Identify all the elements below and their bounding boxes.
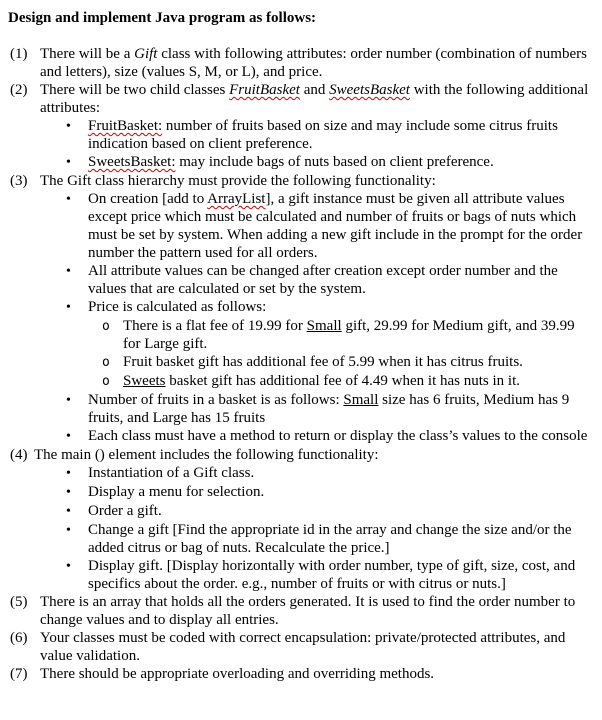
bullet-marker: • bbox=[66, 485, 71, 500]
bullet-item-order-gift bbox=[8, 502, 590, 521]
bullet-marker: • bbox=[66, 429, 71, 444]
bullet-marker: • bbox=[66, 393, 71, 408]
text-run: All attribute values can be changed after creation except order number and the values that are calculated or set by the system. bbox=[88, 263, 558, 297]
list-item-7 bbox=[8, 665, 590, 683]
text-run: The main () element includes the following functionality: bbox=[34, 447, 379, 463]
bullet-item-number-of-fruits bbox=[8, 391, 590, 427]
text-run-misspelled: ArrayList bbox=[207, 191, 266, 207]
item-text bbox=[88, 117, 590, 153]
bullet-item-sweetsbasket bbox=[8, 153, 590, 172]
circle-marker: o bbox=[102, 319, 110, 334]
bullet-item-on-creation bbox=[8, 190, 590, 262]
item-text bbox=[40, 665, 590, 683]
document-title: Design and implement Java program as follows: bbox=[8, 10, 317, 26]
text-run: Display a menu for selection. bbox=[88, 484, 265, 500]
text-run: Your classes must be coded with correct encapsulation: private/protected attributes, and value validation. bbox=[40, 630, 566, 664]
bullet-item-display-gift bbox=[8, 557, 590, 593]
text-run-underlined: Small bbox=[343, 392, 379, 408]
item-text bbox=[123, 372, 590, 390]
list-item-5 bbox=[8, 593, 590, 629]
item-text bbox=[88, 521, 590, 557]
text-run-misspelled: SweetsBasket: bbox=[88, 154, 176, 170]
bullet-marker: • bbox=[66, 119, 71, 134]
text-run: Number of fruits in a basket is as follows: bbox=[88, 392, 344, 408]
bullet-marker: • bbox=[66, 300, 71, 315]
text-run: Fruit basket gift has additional fee of 5.99 when it has citrus fruits. bbox=[123, 354, 523, 370]
sub-bullet-fruit-fee bbox=[8, 353, 590, 372]
item-text bbox=[34, 446, 590, 464]
bullet-item-price-calculated bbox=[8, 298, 590, 317]
text-run: gift, 29.99 for Medium gift, and 39.99 for Large gift. bbox=[123, 318, 575, 352]
item-text bbox=[88, 464, 590, 482]
text-run: number of fruits based on size and may include some citrus fruits indication based on client preference. bbox=[88, 118, 558, 152]
item-number: (1) bbox=[10, 46, 28, 62]
item-text bbox=[123, 317, 590, 353]
text-run: The Gift class hierarchy must provide the following functionality: bbox=[40, 173, 436, 189]
text-run: There will be a bbox=[40, 46, 135, 62]
list-item-6 bbox=[8, 629, 590, 665]
item-number: (6) bbox=[10, 630, 28, 646]
item-text bbox=[40, 172, 590, 190]
item-number: (4) bbox=[10, 447, 28, 463]
item-text bbox=[40, 593, 590, 629]
list-item-3 bbox=[8, 172, 590, 190]
text-run: There is an array that holds all the orders generated. It is used to find the order number to change values and to display all entries. bbox=[40, 594, 576, 628]
text-run-misspelled: FruitBasket: bbox=[88, 118, 163, 134]
item-number: (7) bbox=[10, 666, 28, 682]
list-item-2 bbox=[8, 81, 590, 117]
text-run-underlined: Small bbox=[306, 318, 342, 334]
bullet-item-display-method bbox=[8, 427, 590, 446]
text-run: There is a flat fee of 19.99 for bbox=[123, 318, 307, 334]
bullet-item-fruitbasket bbox=[8, 117, 590, 153]
bullet-item-change-gift bbox=[8, 521, 590, 557]
bullet-marker: • bbox=[66, 155, 71, 170]
text-run: size has 6 fruits, Medium has 9 fruits, and Large has 15 fruits bbox=[88, 392, 570, 426]
circle-marker: o bbox=[102, 355, 110, 370]
text-run-italic: Gift bbox=[134, 46, 158, 62]
text-run-underlined: Sweets bbox=[123, 373, 166, 389]
item-text bbox=[88, 262, 590, 298]
item-text bbox=[123, 353, 590, 371]
bullet-item-display-menu bbox=[8, 483, 590, 502]
bullet-marker: • bbox=[66, 264, 71, 279]
text-run: Instantiation of a Gift class. bbox=[88, 465, 255, 481]
item-number: (5) bbox=[10, 594, 28, 610]
bullet-marker: • bbox=[66, 523, 71, 538]
text-run: and bbox=[299, 82, 330, 98]
item-number: (2) bbox=[10, 82, 28, 98]
text-run-italic-misspelled: SweetsBasket bbox=[329, 82, 410, 98]
bullet-item-attribute-change bbox=[8, 262, 590, 298]
item-text bbox=[88, 391, 590, 427]
text-run: with the following additional attributes: bbox=[40, 82, 589, 116]
text-run: ], a gift instance must be given all attribute values except price which must be calculated and number of fruits or bags of nuts which must be set by system. When adding a new gift include in the prompt for the order number the pattern used for all orders. bbox=[88, 191, 583, 261]
text-run: basket gift has additional fee of 4.49 when it has nuts in it. bbox=[165, 373, 521, 389]
list-item-1 bbox=[8, 45, 590, 81]
text-run: There will be two child classes bbox=[40, 82, 230, 98]
sub-bullet-sweets-fee bbox=[8, 372, 590, 391]
item-text bbox=[88, 153, 590, 171]
text-run: Change a gift [Find the appropriate id in the array and change the size and/or the added citrus or bag of nuts. Recalculate the price.] bbox=[88, 522, 572, 556]
bullet-marker: • bbox=[66, 192, 71, 207]
bullet-marker: • bbox=[66, 504, 71, 519]
bullet-item-instantiation bbox=[8, 464, 590, 483]
text-run: There should be appropriate overloading and overriding methods. bbox=[40, 666, 435, 682]
sub-bullet-flat-fee bbox=[8, 317, 590, 353]
text-run: Each class must have a method to return or display the class’s values to the console bbox=[88, 428, 588, 444]
item-text bbox=[88, 427, 590, 445]
text-run: On creation [add to bbox=[88, 191, 208, 207]
item-text bbox=[88, 557, 590, 593]
item-text bbox=[40, 629, 590, 665]
item-text bbox=[40, 45, 590, 81]
list-item-4 bbox=[8, 446, 590, 464]
text-run: Order a gift. bbox=[88, 503, 162, 519]
circle-marker: o bbox=[102, 374, 110, 389]
bullet-marker: • bbox=[66, 559, 71, 574]
item-text bbox=[88, 298, 590, 316]
item-text bbox=[88, 483, 590, 501]
text-run: Display gift. [Display horizontally with order number, type of gift, size, cost, and specifics about the order. e.g., number of fruits or with citrus or nuts.] bbox=[88, 558, 576, 592]
item-number: (3) bbox=[10, 173, 28, 189]
text-run-italic-misspelled: FruitBasket bbox=[229, 82, 300, 98]
text-run: class with following attributes: order number (combination of numbers and letters), size (values S, M, or L), and price. bbox=[40, 46, 587, 80]
text-run: may include bags of nuts based on client preference. bbox=[175, 154, 494, 170]
item-text bbox=[40, 81, 590, 117]
item-text bbox=[88, 502, 590, 520]
item-text bbox=[88, 190, 590, 262]
text-run: Price is calculated as follows: bbox=[88, 299, 267, 315]
bullet-marker: • bbox=[66, 466, 71, 481]
